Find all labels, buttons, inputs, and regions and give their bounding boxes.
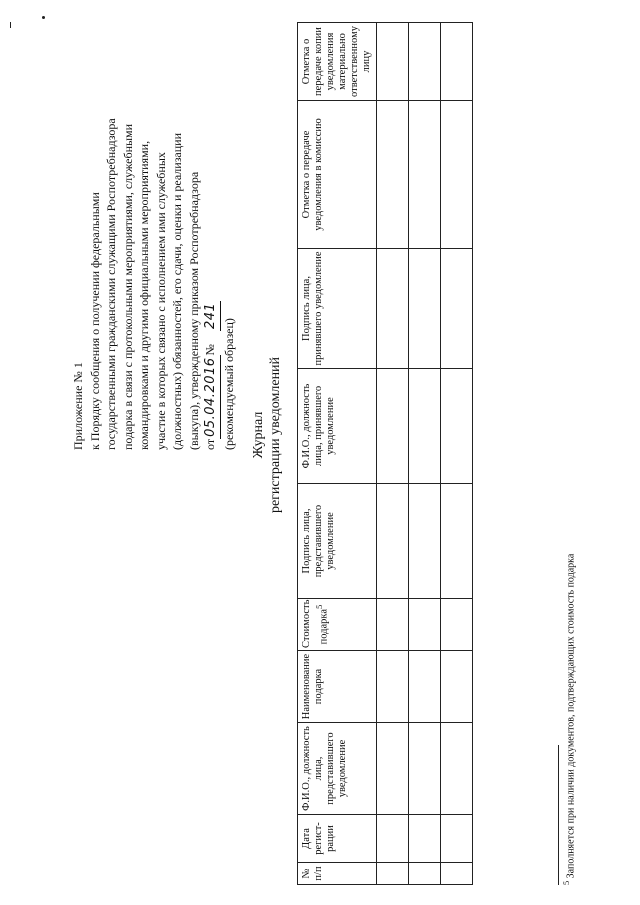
appendix-note: (рекомендуемый образец)	[221, 318, 236, 450]
order-number: 241	[203, 301, 221, 331]
order-date-line	[202, 30, 221, 450]
header-number: № п/п	[298, 863, 377, 885]
table-cell	[409, 815, 441, 863]
journal-subtitle: регистрации уведомлений	[268, 356, 283, 514]
header-commission-note: Отметка о передаче уведомления в комиссию	[298, 101, 377, 249]
table-cell	[377, 599, 409, 651]
table-cell	[377, 815, 409, 863]
appendix-line: Приложение № 1	[71, 362, 85, 450]
table-row	[409, 23, 441, 885]
table-cell	[441, 863, 473, 885]
journal-title-block	[250, 225, 284, 645]
appendix-line: подарка в связи с протокольными мероприятиями, служебными	[120, 123, 135, 450]
order-prefix: от	[203, 438, 217, 450]
registration-table	[297, 22, 473, 885]
table-cell	[409, 651, 441, 723]
table-cell	[377, 651, 409, 723]
header-receiver-signature: Подпись лица, принявшего уведомление	[298, 249, 377, 369]
table-cell	[377, 101, 409, 249]
table-cell	[409, 863, 441, 885]
appendix-block	[70, 30, 237, 450]
table-row	[377, 23, 409, 885]
table-cell	[409, 249, 441, 369]
header-gift-name: Наименование подарка	[298, 651, 377, 723]
table-cell	[441, 101, 473, 249]
appendix-line: к Порядку сообщения о получении федеральными	[87, 192, 102, 450]
header-date: Дата регист-рации	[298, 815, 377, 863]
table-cell	[441, 651, 473, 723]
journal-title: Журнал	[251, 411, 266, 459]
appendix-line: (должностных) обязанностей, его сдачи, оценки и реализации	[170, 132, 184, 450]
table-cell	[377, 863, 409, 885]
table-cell	[441, 723, 473, 815]
table-cell	[441, 23, 473, 101]
table-cell	[409, 723, 441, 815]
table-cell	[441, 249, 473, 369]
table-cell	[441, 599, 473, 651]
header-gift-cost-label: Стоимость подарка	[301, 599, 330, 648]
footnote-ref: 5	[314, 604, 324, 609]
table-cell	[377, 369, 409, 484]
table-cell	[441, 484, 473, 599]
footnote	[562, 554, 576, 885]
table-cell	[377, 23, 409, 101]
table-cell	[377, 723, 409, 815]
appendix-line: командировками и другими официальными мероприятиями,	[137, 140, 151, 450]
order-number-prefix: №	[203, 344, 217, 356]
appendix-line: (выкупа), утвержденному приказом Роспотребнадзора	[186, 171, 201, 450]
header-copy-note: Отметка о передаче копии уведомления материально ответственному лицу	[298, 23, 377, 101]
appendix-line: участие в которых связано с исполнением ими служебных	[153, 152, 168, 450]
table-cell	[441, 369, 473, 484]
table-cell	[409, 23, 441, 101]
table-cell	[377, 484, 409, 599]
table-cell	[409, 101, 441, 249]
footnote-mark: 5	[562, 880, 571, 885]
order-date: 05.04.2016	[203, 355, 221, 438]
table-row	[441, 23, 473, 885]
header-receiver: Ф.И.О., должность лица, принявшего уведомление	[298, 369, 377, 484]
table-cell	[441, 815, 473, 863]
appendix-line: государственными гражданскими служащими Роспотребнадзора	[104, 118, 118, 450]
footnote-text: Заполняется при наличии документов, подтверждающих стоимость подарка	[565, 553, 577, 879]
header-submitter-signature: Подпись лица, представившего уведомление	[298, 484, 377, 599]
table-cell	[409, 369, 441, 484]
table-header-row	[298, 23, 377, 885]
table-cell	[409, 599, 441, 651]
table-cell	[377, 249, 409, 369]
header-submitter: Ф.И.О., должность лица, представившего уведомление	[298, 723, 377, 815]
table-cell	[409, 484, 441, 599]
header-gift-cost	[298, 599, 377, 651]
footnote-rule	[558, 745, 559, 885]
